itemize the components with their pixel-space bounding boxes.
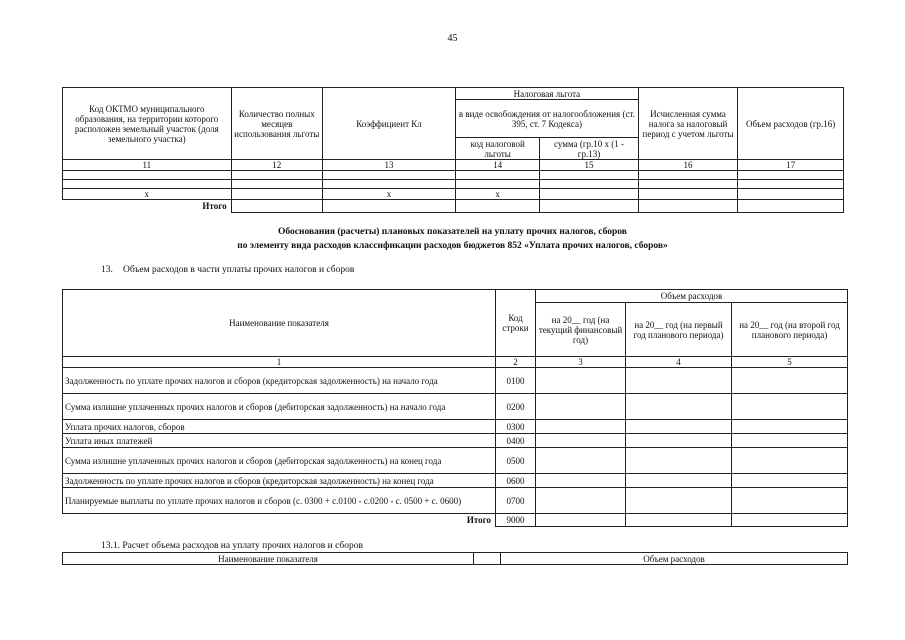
col-number: 5 — [732, 357, 848, 368]
table-cell — [732, 394, 848, 420]
header-exemption: в виде освобождения от налогообложения (ст. 395, ст. 7 Кодекса) — [456, 100, 639, 138]
table-cell: x — [456, 189, 540, 200]
table-cell — [536, 420, 626, 434]
row-name: Сумма излишне уплаченных прочих налогов и сборов (дебиторская задолженность) на конец года — [63, 448, 496, 474]
row-name: Планируемые выплаты по уплате прочих налогов и сборов (с. 0300 + с.0100 - с.0200 - с. 0500 + с. 0600) — [63, 488, 496, 514]
col-number: 1 — [63, 357, 496, 368]
row-name: Уплата прочих налогов, сборов — [63, 420, 496, 434]
table-cell — [732, 514, 848, 527]
col-number: 14 — [456, 160, 540, 171]
table-cell — [626, 434, 732, 448]
page-number: 45 — [447, 33, 458, 44]
total-label: Итого — [466, 515, 491, 526]
row-name: Уплата иных платежей — [63, 434, 496, 448]
section-heading-line2: по элементу вида расходов классификации расходов бюджетов 852 «Уплата прочих налогов, сборов» — [237, 241, 668, 251]
section-13-number: 13. — [101, 265, 113, 275]
table-row — [63, 474, 848, 488]
table-cell — [322, 171, 455, 180]
col-number: 4 — [626, 357, 732, 368]
table-cell — [626, 448, 732, 474]
table-cell — [536, 474, 626, 488]
col-number: 2 — [496, 357, 536, 368]
col-number: 12 — [231, 160, 322, 171]
header-expense-volume: Объем расходов (гр.16) — [738, 88, 844, 160]
table-cell — [626, 488, 732, 514]
table-cell — [732, 448, 848, 474]
row-name: Задолженность по уплате прочих налогов и сборов (кредиторская задолженность) на начало года — [63, 368, 496, 394]
header-indicator-name: Наименование показателя — [63, 290, 496, 357]
row-code: 0300 — [496, 420, 536, 434]
table-cell — [638, 200, 738, 213]
table-cell — [540, 189, 639, 200]
table-cell — [732, 368, 848, 394]
table-cell — [626, 514, 732, 527]
table-cell — [738, 180, 844, 189]
total-code: 9000 — [496, 514, 536, 527]
table-cell — [456, 180, 540, 189]
table-cell — [322, 180, 455, 189]
table-cell — [536, 434, 626, 448]
table-cell — [63, 171, 232, 180]
col-number: 15 — [540, 160, 639, 171]
table-cell — [738, 200, 844, 213]
row-name: Сумма излишне уплаченных прочих налогов и сборов (дебиторская задолженность) на начало года — [63, 394, 496, 420]
section-13-1-title: 13.1. Расчет объема расходов на уплату прочих налогов и сборов — [101, 541, 364, 551]
header-benefit-code: код налоговой льготы — [456, 138, 540, 160]
table-cell — [456, 171, 540, 180]
header-year-plan-1: на 20__ год (на первый год планового периода) — [626, 303, 732, 357]
table-cell — [732, 434, 848, 448]
table-cell — [536, 394, 626, 420]
table-cell — [231, 180, 322, 189]
table-cell — [231, 171, 322, 180]
table-cell — [638, 171, 738, 180]
table-row — [63, 448, 848, 474]
section-13-title: Объем расходов в части уплаты прочих налогов и сборов — [123, 265, 355, 275]
col-number: 13 — [322, 160, 455, 171]
table-cell — [638, 189, 738, 200]
table-row — [63, 368, 848, 394]
row-code: 0200 — [496, 394, 536, 420]
table-row — [63, 434, 848, 448]
table-cell — [626, 394, 732, 420]
table-cell — [536, 514, 626, 527]
row-code: 0400 — [496, 434, 536, 448]
row-code: 0600 — [496, 474, 536, 488]
header-expense-volume: Объем расходов — [501, 553, 848, 565]
table-cell — [732, 488, 848, 514]
header-benefit-sum: сумма (гр.10 x (1 - гр.13) — [540, 138, 639, 160]
col-number: 16 — [638, 160, 738, 171]
header-year-current: на 20__ год (на текущий финансовый год) — [536, 303, 626, 357]
table-cell — [231, 189, 322, 200]
calculation-table — [62, 552, 848, 565]
table-cell — [626, 474, 732, 488]
col-number: 3 — [536, 357, 626, 368]
table-cell — [231, 200, 322, 213]
table-cell — [63, 180, 232, 189]
header-indicator-name: Наименование показателя — [63, 553, 474, 565]
col-number: 17 — [738, 160, 844, 171]
table-cell — [732, 420, 848, 434]
table-cell: x — [63, 189, 232, 200]
header-year-plan-2: на 20__ год (на второй год планового периода) — [732, 303, 848, 357]
table-cell — [474, 553, 501, 565]
table-cell — [540, 171, 639, 180]
tax-benefit-table — [62, 87, 844, 213]
header-tax-benefit: Налоговая льгота — [456, 88, 639, 100]
table-cell — [732, 474, 848, 488]
header-expense-volume: Объем расходов — [536, 290, 848, 303]
table-row — [63, 394, 848, 420]
row-name: Задолженность по уплате прочих налогов и сборов (кредиторская задолженность) на конец года — [63, 474, 496, 488]
section-heading-line1: Обоснования (расчеты) плановых показателей на уплату прочих налогов, сборов — [278, 227, 627, 237]
header-row-code: Код строки — [496, 290, 536, 357]
table-row — [63, 420, 848, 434]
header-months: Количество полных месяцев использования льготы — [231, 88, 322, 160]
row-code: 0100 — [496, 368, 536, 394]
table-row — [63, 189, 844, 200]
table-cell: x — [322, 189, 455, 200]
table-row — [63, 488, 848, 514]
table-cell — [536, 488, 626, 514]
table-cell — [540, 200, 639, 213]
table-cell — [322, 200, 455, 213]
header-oktmo: Код ОКТМО муниципального образования, на территории которого расположен земельный участок (доля земельного участка) — [63, 88, 232, 160]
header-coefficient: Коэффициент Кл — [322, 88, 455, 160]
row-code: 0700 — [496, 488, 536, 514]
table-cell — [536, 448, 626, 474]
col-number: 11 — [63, 160, 232, 171]
table-cell — [638, 180, 738, 189]
row-code: 0500 — [496, 448, 536, 474]
table-cell — [626, 368, 732, 394]
other-taxes-table — [62, 289, 848, 527]
total-label: Итого — [202, 201, 227, 212]
table-cell — [456, 200, 540, 213]
table-cell — [626, 420, 732, 434]
table-cell — [738, 189, 844, 200]
table-cell — [540, 180, 639, 189]
header-calculated-tax: Исчисленная сумма налога за налоговый период с учетом льготы — [638, 88, 738, 160]
table-cell — [738, 171, 844, 180]
table-cell — [536, 368, 626, 394]
